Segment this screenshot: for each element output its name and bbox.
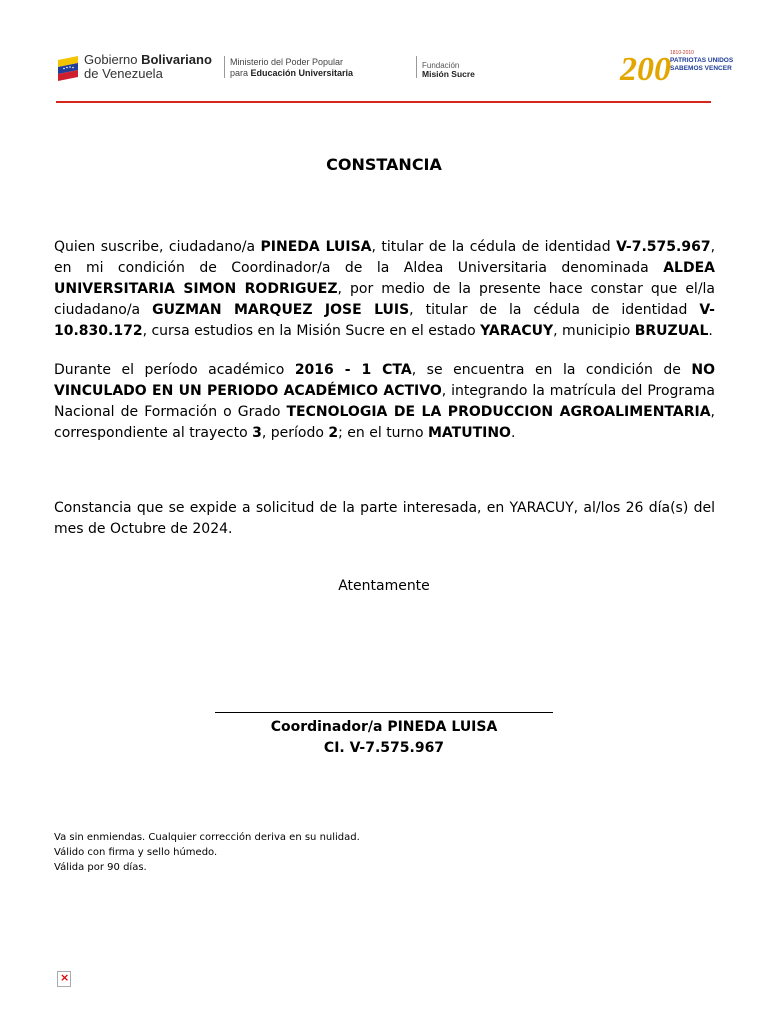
- svg-text:PATRIOTAS UNIDOS: PATRIOTAS UNIDOS: [670, 57, 734, 64]
- header-divider: [416, 56, 417, 78]
- note-line: Válida por 90 días.: [54, 862, 147, 873]
- bicentenario-logo: [618, 40, 734, 88]
- signer-id: CI. V-7.575.967: [323, 740, 445, 756]
- note-line: Válido con firma y sello húmedo.: [54, 847, 218, 858]
- svg-text:SABEMOS VENCER: SABEMOS VENCER: [670, 65, 732, 72]
- signer-name: Coordinador/a PINEDA LUISA: [270, 719, 498, 735]
- svg-text:200: 200: [620, 51, 671, 88]
- header-divider: [224, 56, 225, 78]
- letterhead: [54, 40, 734, 100]
- signature-block: [0, 717, 768, 759]
- paragraph-academic-status: Durante el período académico 2016 - 1 CTA, se encuentra en la condición de NO VINCULADO EN UN PERIODO ACADÉMICO ACTIVO, integrando la matrícula del Programa Nacional de Formación o Grado TECNOLOGIA DE LA PRODUCCION AGROALIMENTARIA, correspondiente al trayecto 3, período 2; en el turno MATUTINO.: [54, 362, 715, 441]
- signature-line: [215, 712, 553, 713]
- note-line: Va sin enmiendas. Cualquier corrección deriva en su nulidad.: [54, 832, 360, 843]
- paragraph-issuance: Constancia que se expide a solicitud de la parte interesada, en YARACUY, al/los 26 día(s) del mes de Octubre de 2024.: [54, 500, 715, 537]
- gobierno-bolivariano-logo: Gobierno Bolivariano de Venezuela: [84, 52, 212, 81]
- closing-text: Atentamente: [338, 578, 430, 594]
- footer-notes: [54, 830, 360, 875]
- mision-sucre-logo: Fundación Misión Sucre: [422, 61, 475, 79]
- document-title: CONSTANCIA: [326, 155, 442, 174]
- paragraph-identification: Quien suscribe, ciudadano/a PINEDA LUISA, titular de la cédula de identidad V-7.575.967, en mi condición de Coordinador/a de la Aldea Universitaria denominada ALDEA UNIVERSITARIA SIMON RODRIGUEZ, por medio de la presente hace constar que el/la ciudadano/a GUZMAN MARQUEZ JOSE LUIS, titular de la cédula de identidad V-10.830.172, cursa estudios en la Misión Sucre en el estado YARACUY, municipio BRUZUAL.: [54, 239, 716, 339]
- header-rule: [56, 101, 711, 103]
- venezuela-flag-icon: [56, 54, 80, 80]
- broken-image-icon: ×: [57, 971, 71, 987]
- ministerio-logo: Ministerio del Poder Popular para Educación Universitaria: [230, 57, 354, 78]
- svg-text:1810-2010: 1810-2010: [670, 50, 694, 56]
